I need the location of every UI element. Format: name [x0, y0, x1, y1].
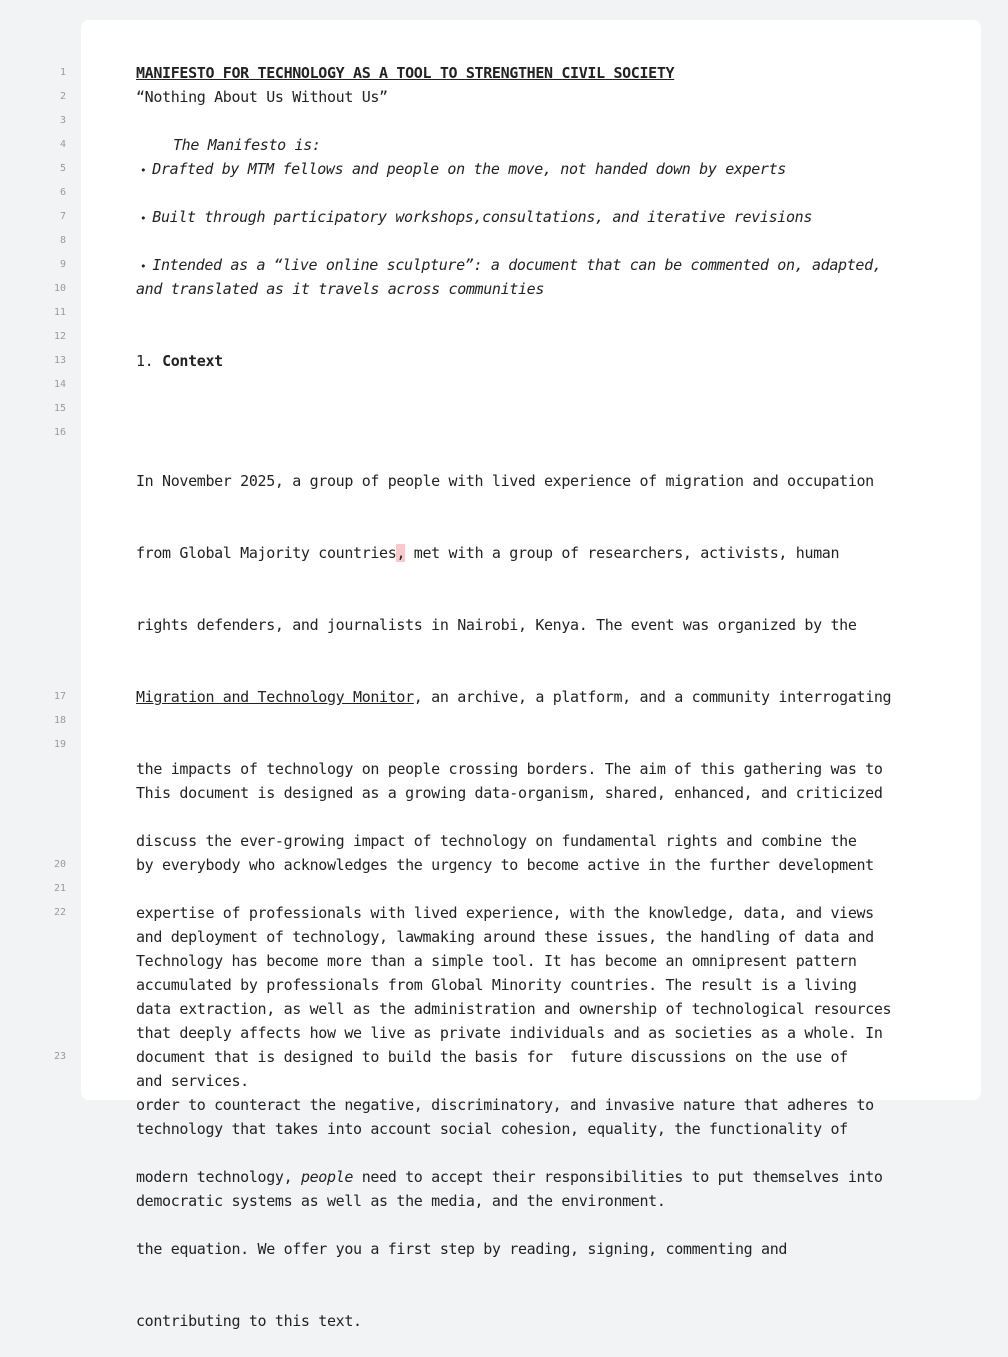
- text-run: from Global Majority countries: [136, 544, 397, 562]
- text-line: [136, 685, 936, 709]
- text-line: order to counteract the negative, discriminatory, and invasive nature that adheres to: [136, 1096, 874, 1114]
- line-number: 1: [59, 67, 66, 78]
- line-number: 15: [53, 403, 66, 414]
- line-number: 17: [53, 691, 66, 702]
- text-line: democratic systems as well as the media, and the environment.: [136, 1192, 666, 1210]
- text-line: the equation. We offer you a first step by reading, signing, commenting and: [136, 1240, 788, 1258]
- text-line: that deeply affects how we live as private individuals and as societies as a whole. In: [136, 1024, 883, 1042]
- text-line: contributing to this text.: [136, 1312, 362, 1330]
- text-line: expertise of professionals with lived experience, with the knowledge, data, and views: [136, 904, 874, 922]
- bullet-text: Built through participatory workshops,consultations, and iterative revisions: [152, 208, 813, 226]
- section-heading[interactable]: [136, 349, 936, 373]
- bullet-item[interactable]: [136, 205, 936, 231]
- line-number: 9: [59, 259, 66, 270]
- text-line: accumulated by professionals from Global Minority countries. The result is a living: [136, 976, 857, 994]
- text-line: [136, 541, 936, 565]
- text-line: the impacts of technology on people crossing borders. The aim of this gathering was to: [136, 760, 883, 778]
- text-run: met with a group of researchers, activists, human: [405, 544, 840, 562]
- bullet-dot: •: [140, 260, 147, 273]
- bullet-text: Intended as a “live online sculpture”: a document that can be commented on, adapted,: [152, 256, 882, 274]
- text-line: [136, 1165, 936, 1189]
- line-number: 2: [59, 91, 66, 102]
- bullet-dot: •: [140, 212, 147, 225]
- text-line: Technology has become more than a simple tool. It has become an omnipresent pattern: [136, 952, 857, 970]
- bullet-item[interactable]: [136, 157, 936, 183]
- manifesto-intro[interactable]: The Manifesto is:: [173, 136, 321, 154]
- line-number: 8: [59, 235, 66, 246]
- text-line: This document is designed as a growing data-organism, shared, enhanced, and criticized: [136, 784, 883, 802]
- line-number: 18: [53, 715, 66, 726]
- text-line: In November 2025, a group of people with lived experience of migration and occupation: [136, 472, 874, 490]
- line-number: 12: [53, 331, 66, 342]
- text-line: document that is designed to build the basis for future discussions on the use of: [136, 1048, 848, 1066]
- text-line: technology that takes into account social cohesion, equality, the functionality of: [136, 1120, 848, 1138]
- text-run: modern technology,: [136, 1168, 301, 1186]
- comment-highlight[interactable]: ,: [396, 544, 406, 562]
- line-number: 14: [53, 379, 66, 390]
- paragraph-technology[interactable]: [136, 901, 936, 1357]
- text-line: and services.: [136, 1072, 249, 1090]
- line-number: 7: [59, 211, 66, 222]
- line-number: 21: [53, 883, 66, 894]
- text-line: rights defenders, and journalists in Nairobi, Kenya. The event was organized by the: [136, 616, 857, 634]
- line-number: 19: [53, 739, 66, 750]
- emphasis: people: [300, 1168, 354, 1186]
- section-number: 1.: [136, 352, 154, 370]
- line-number: 3: [59, 115, 66, 126]
- bullet-continuation[interactable]: and translated as it travels across communities: [136, 280, 544, 298]
- line-number: 5: [59, 163, 66, 174]
- document-title[interactable]: MANIFESTO FOR TECHNOLOGY AS A TOOL TO STRENGTHEN CIVIL SOCIETY: [136, 64, 675, 82]
- text-line: data extraction, as well as the administration and ownership of technological resources: [136, 1000, 892, 1018]
- text-run: , an archive, a platform, and a community interrogating: [413, 688, 892, 706]
- line-number: 16: [53, 427, 66, 438]
- text-line: discuss the ever-growing impact of technology on fundamental rights and combine the: [136, 832, 857, 850]
- text-run: need to accept their responsibilities to put themselves into: [353, 1168, 883, 1186]
- text-line: and deployment of technology, lawmaking around these issues, the handling of data and: [136, 928, 874, 946]
- line-number: 11: [53, 307, 66, 318]
- line-number: 6: [59, 187, 66, 198]
- line-number: 10: [53, 283, 66, 294]
- line-number: 20: [53, 859, 66, 870]
- bullet-dot: •: [140, 164, 147, 177]
- line-number: 22: [53, 907, 66, 918]
- mtm-link[interactable]: Migration and Technology Monitor: [136, 688, 414, 706]
- text-line: by everybody who acknowledges the urgency to become active in the further development: [136, 856, 874, 874]
- bullet-item[interactable]: [136, 253, 936, 279]
- document-subtitle[interactable]: “Nothing About Us Without Us”: [136, 88, 388, 106]
- line-number: 4: [59, 139, 66, 150]
- bullet-text: Drafted by MTM fellows and people on the move, not handed down by experts: [152, 160, 786, 178]
- line-number: 23: [53, 1051, 66, 1062]
- line-number: 13: [53, 355, 66, 366]
- section-title: Context: [162, 352, 223, 370]
